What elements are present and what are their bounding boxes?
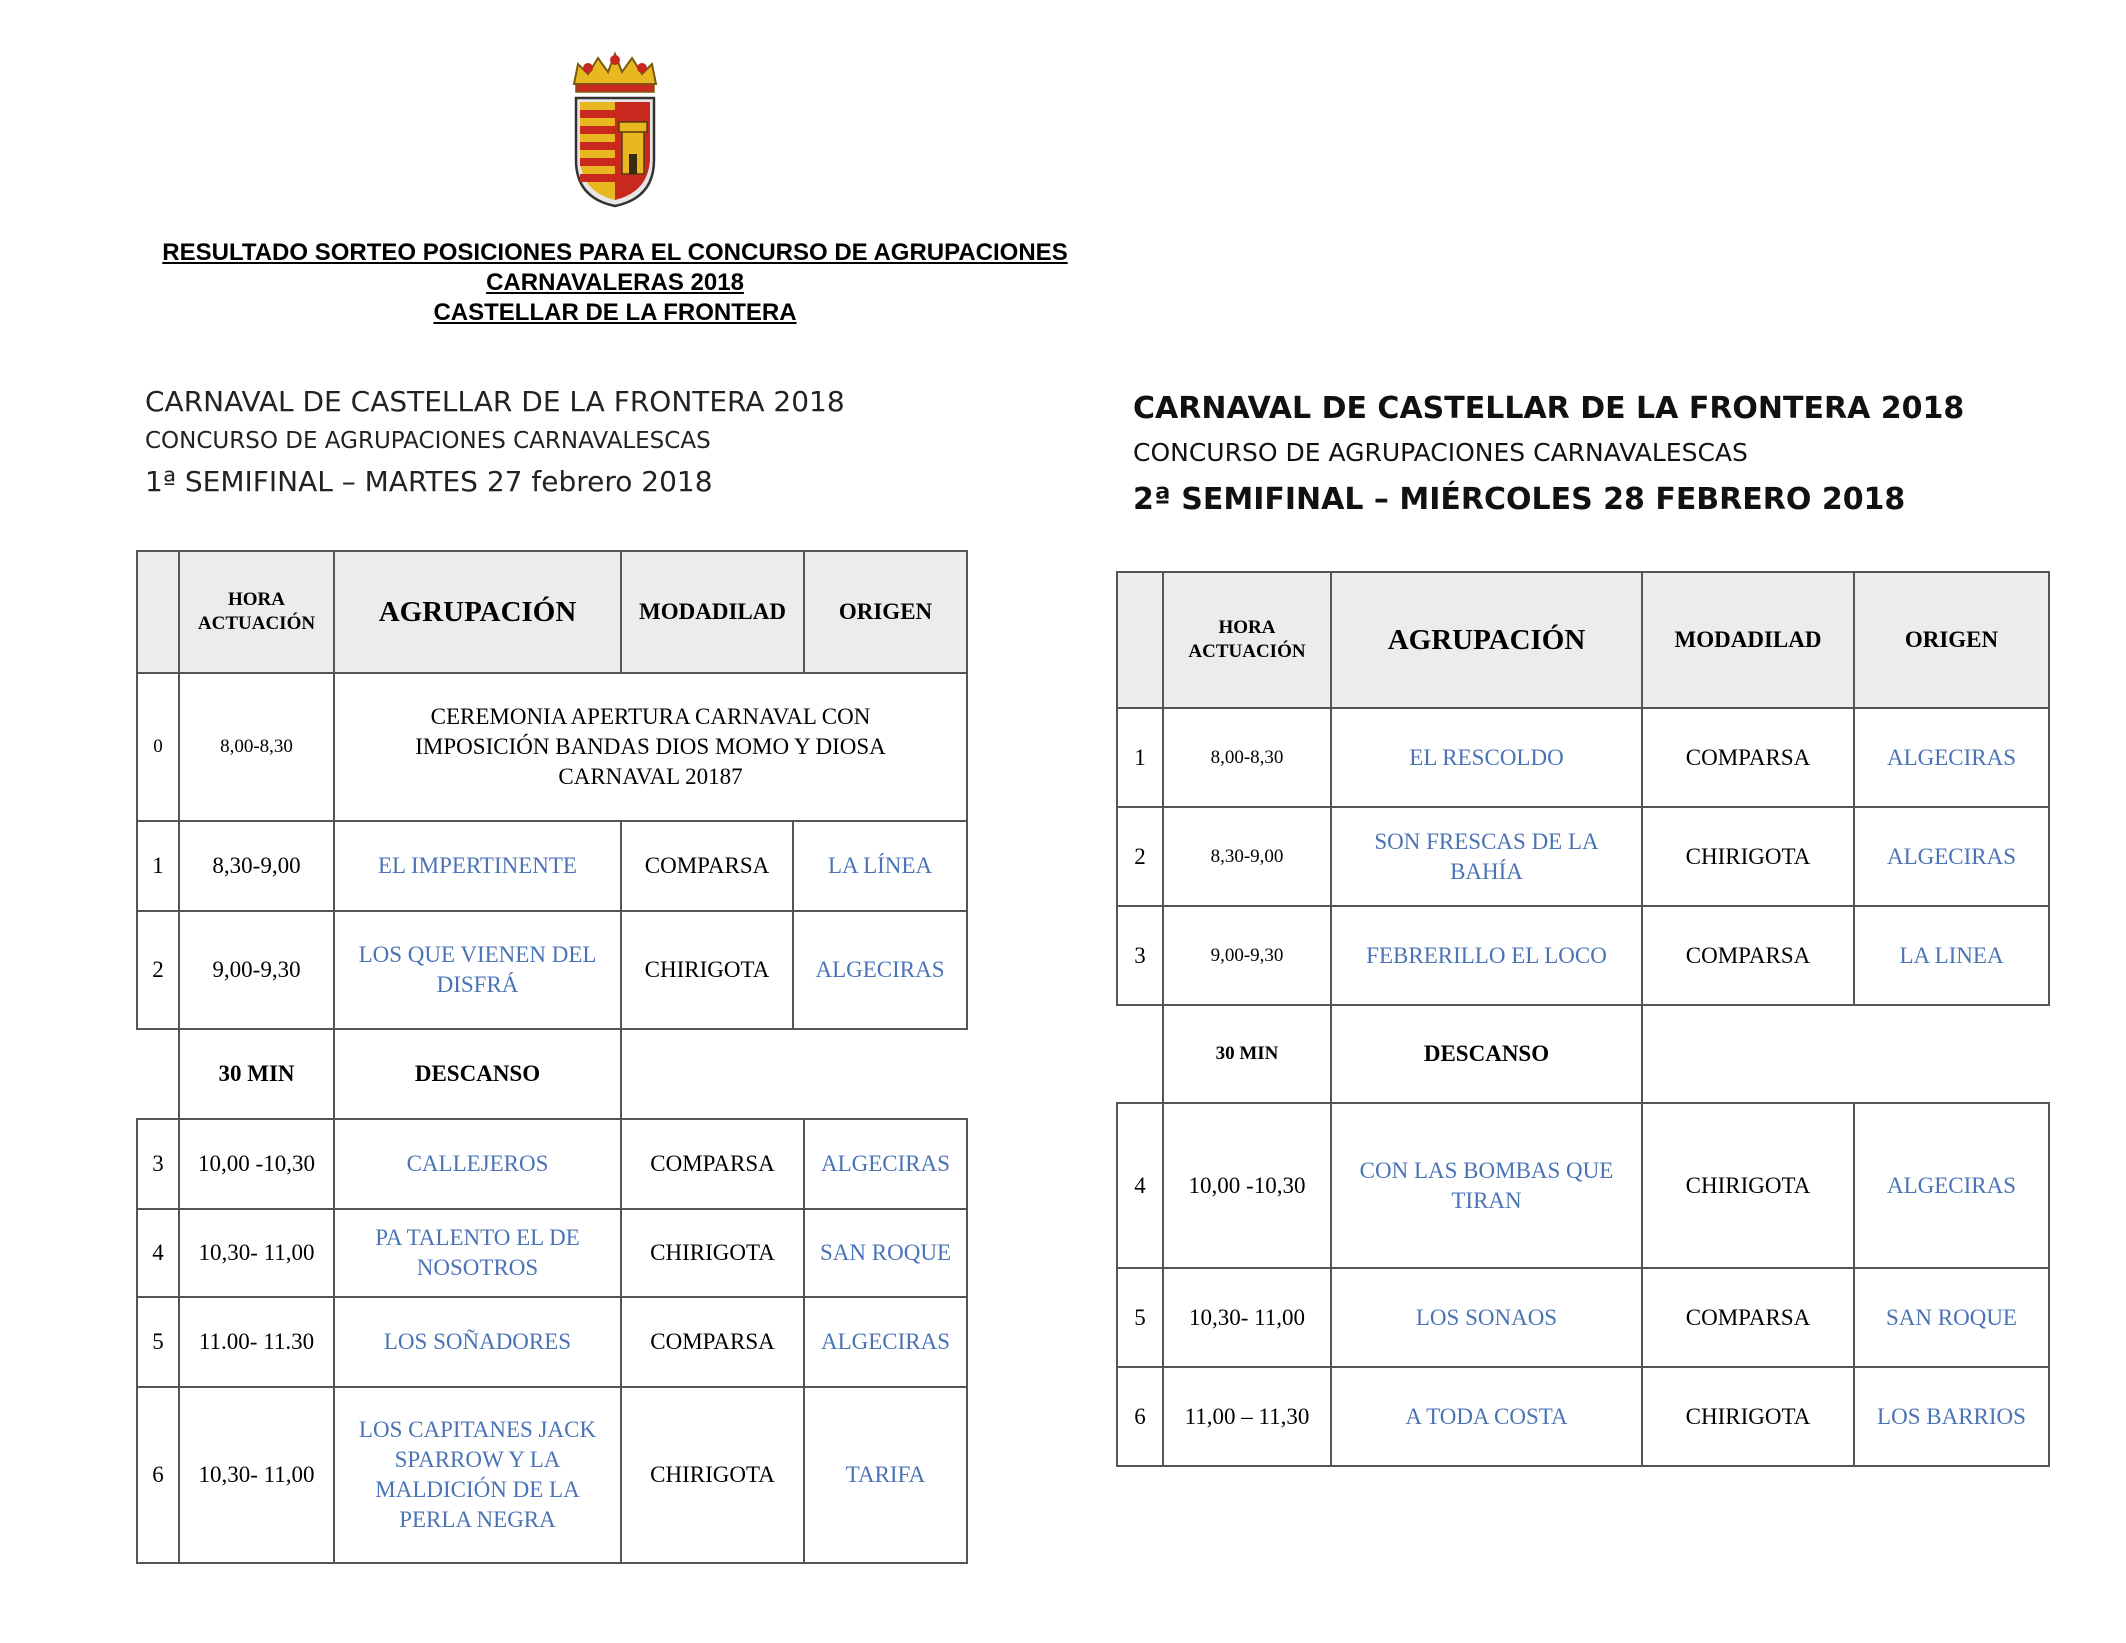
right-heading-title: CARNAVAL DE CASTELLAR DE LA FRONTERA 2018 xyxy=(1133,391,1965,426)
table-row: 2 8,30-9,00 SON FRESCAS DE LA BAHÍA CHIRIGOTA ALGECIRAS xyxy=(1117,807,2049,906)
coat-of-arms-icon xyxy=(568,50,662,210)
table-row: 5 11.00- 11.30 LOS SOÑADORES COMPARSA ALGECIRAS xyxy=(137,1297,967,1387)
break-row xyxy=(1117,1005,2049,1103)
table-row: 3 9,00-9,30 FEBRERILLO EL LOCO COMPARSA LA LINEA xyxy=(1117,906,2049,1005)
document-title: RESULTADO SORTEO POSICIONES PARA EL CONCURSO DE AGRUPACIONES CARNAVALERAS 2018 CASTELLAR DE LA FRONTERA xyxy=(162,239,1068,326)
table-row: 4 10,00 -10,30 CON LAS BOMBAS QUE TIRAN CHIRIGOTA ALGECIRAS xyxy=(1117,1103,2049,1268)
left-schedule-table xyxy=(136,550,968,1564)
right-schedule-heading xyxy=(1133,390,1964,522)
header-origen: ORIGEN xyxy=(804,551,967,673)
header-num-cell xyxy=(1117,572,1163,708)
header-hora: HORA ACTUACIÓN xyxy=(179,551,334,673)
opening-ceremony-text: CEREMONIA APERTURA CARNAVAL CON IMPOSICIÓN BANDAS DIOS MOMO Y DIOSA CARNAVAL 20187 xyxy=(334,673,967,821)
left-heading-title: CARNAVAL DE CASTELLAR DE LA FRONTERA 2018 xyxy=(145,385,845,418)
table-row: 0 8,00-8,30 CEREMONIA APERTURA CARNAVAL CON IMPOSICIÓN BANDAS DIOS MOMO Y DIOSA CARNAVAL 20187 xyxy=(137,673,967,821)
left-heading-date: 1ª SEMIFINAL – MARTES 27 febrero 2018 xyxy=(145,465,713,498)
header-hora: HORA ACTUACIÓN xyxy=(1163,572,1331,708)
table-row: 5 10,30- 11,00 LOS SONAOS COMPARSA SAN ROQUE xyxy=(1117,1268,2049,1367)
table-header-row xyxy=(137,551,967,673)
header-modalidad: MODADILAD xyxy=(621,551,804,673)
break-time: 30 MIN xyxy=(179,1029,334,1119)
left-heading-subtitle: CONCURSO DE AGRUPACIONES CARNAVALESCAS xyxy=(145,428,711,454)
header-origen: ORIGEN xyxy=(1854,572,2049,708)
header-num-cell xyxy=(137,551,179,673)
header-modalidad: MODADILAD xyxy=(1642,572,1854,708)
right-schedule-table xyxy=(1116,571,2050,1467)
break-row xyxy=(137,1029,967,1119)
break-time: 30 MIN xyxy=(1163,1005,1331,1103)
table-header-row xyxy=(1117,572,2049,708)
right-heading-date: 2ª SEMIFINAL – MIÉRCOLES 28 FEBRERO 2018 xyxy=(1133,482,1906,517)
table-row: 6 11,00 – 11,30 A TODA COSTA CHIRIGOTA LOS BARRIOS xyxy=(1117,1367,2049,1466)
header-agrupacion: AGRUPACIÓN xyxy=(334,551,621,673)
table-row: 2 9,00-9,30 LOS QUE VIENEN DEL DISFRÁ CHIRIGOTA ALGECIRAS xyxy=(137,911,967,1029)
table-row: 3 10,00 -10,30 CALLEJEROS COMPARSA ALGECIRAS xyxy=(137,1119,967,1209)
break-label: DESCANSO xyxy=(1331,1005,1642,1103)
header-agrupacion: AGRUPACIÓN xyxy=(1331,572,1642,708)
table-row: 1 8,30-9,00 EL IMPERTINENTE COMPARSA LA LÍNEA xyxy=(137,821,967,911)
table-row: 4 10,30- 11,00 PA TALENTO EL DE NOSOTROS CHIRIGOTA SAN ROQUE xyxy=(137,1209,967,1297)
break-label: DESCANSO xyxy=(334,1029,621,1119)
table-row: 1 8,00-8,30 EL RESCOLDO COMPARSA ALGECIRAS xyxy=(1117,708,2049,807)
right-heading-subtitle: CONCURSO DE AGRUPACIONES CARNAVALESCAS xyxy=(1133,438,1748,467)
table-row: 6 10,30- 11,00 LOS CAPITANES JACK SPARROW Y LA MALDICIÓN DE LA PERLA NEGRA CHIRIGOTA TARIFA xyxy=(137,1387,967,1563)
left-schedule-heading xyxy=(145,384,845,502)
